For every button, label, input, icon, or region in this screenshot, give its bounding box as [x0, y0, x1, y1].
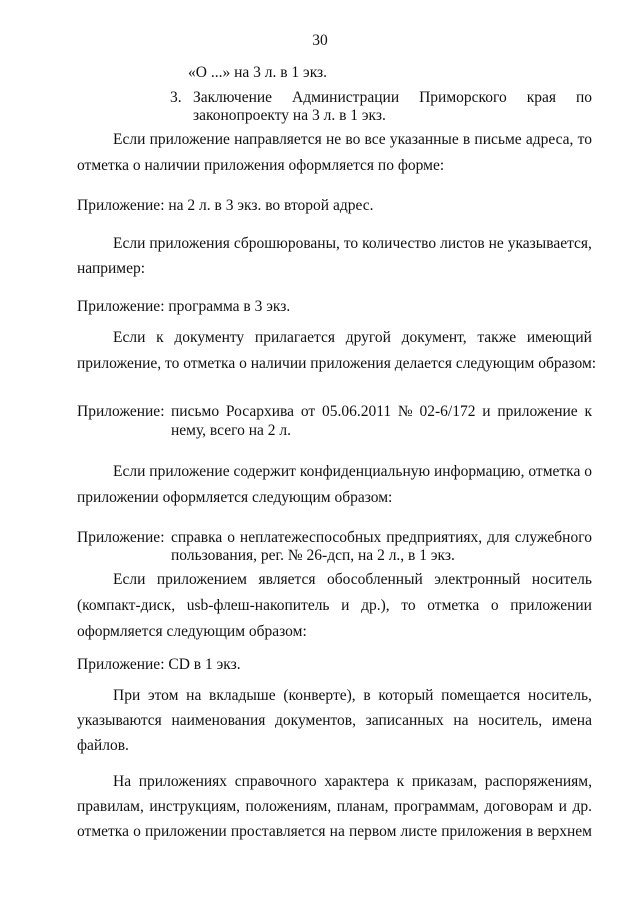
paragraph-line — [77, 822, 592, 842]
word: приложения — [441, 823, 522, 840]
list-item-3-number: 3. — [170, 89, 182, 106]
word: (компакт-диск, — [77, 597, 176, 614]
word: приложении — [510, 597, 592, 614]
word: справка — [171, 529, 223, 546]
attachment-example: Приложение: на 2 л. в 3 экз. во второй адрес. — [77, 197, 374, 214]
list-item-3-line: законопроекту на 3 л. в 1 экз. — [193, 107, 386, 124]
word: информацию, — [433, 463, 525, 480]
paragraph-line: приложение, то отметка о наличии приложения делается следующим образом: — [77, 355, 597, 372]
word: является — [258, 571, 316, 588]
paragraph-line — [77, 596, 592, 616]
word: документу — [174, 329, 245, 346]
paragraph-line — [77, 797, 592, 817]
word: по — [575, 89, 592, 106]
word: приложение — [497, 403, 578, 420]
paragraph-line: отметка о наличии приложения оформляется по форме: — [77, 157, 445, 174]
attachment-example: пользования, рег. № 26-дсп, на 2 л., в 1 экз. — [171, 547, 455, 564]
attachment-example: Приложение: CD в 1 экз. — [77, 656, 241, 673]
word: во — [345, 131, 361, 148]
word: к — [584, 403, 592, 420]
word: (конверте), — [283, 687, 356, 704]
word: служебного — [514, 529, 592, 546]
word: № — [397, 403, 413, 420]
word: листе — [400, 823, 438, 840]
word: о — [584, 463, 592, 480]
word: о — [490, 597, 499, 614]
paragraph-line: приложении оформляется следующим образом: — [77, 489, 393, 506]
word: usb-флеш-накопитель — [186, 597, 330, 614]
paragraph-line — [113, 570, 592, 590]
word: на — [186, 687, 202, 704]
word: и — [482, 403, 491, 420]
word: также — [477, 329, 517, 346]
word: предприятиях, — [386, 529, 483, 546]
word: Если — [113, 571, 146, 588]
word: 05.06.2011 — [321, 403, 392, 420]
word: записанных — [365, 712, 444, 729]
word: Росархива — [225, 403, 295, 420]
word: в — [462, 131, 471, 148]
word: отметка — [528, 463, 581, 480]
word: приложениях — [138, 773, 228, 790]
word: указанные — [389, 131, 459, 148]
paragraph-line — [113, 772, 592, 792]
word: который — [378, 687, 434, 704]
word: Приморского — [419, 89, 507, 106]
word: 02-6/172 — [419, 403, 476, 420]
word: Если — [113, 235, 146, 252]
word: указывается, — [507, 235, 592, 252]
word: носитель, — [527, 687, 592, 704]
word: не — [325, 131, 342, 148]
word: о — [227, 529, 235, 546]
word: планам, — [336, 798, 389, 815]
paragraph-line: например: — [77, 260, 146, 277]
word: в — [525, 823, 534, 840]
word: обособленный — [326, 571, 423, 588]
word: носитель — [531, 571, 592, 588]
word: для — [487, 529, 510, 546]
word: распоряжениям, — [484, 773, 592, 790]
word: на — [453, 712, 469, 729]
word: документ, — [401, 329, 467, 346]
word: в — [363, 687, 371, 704]
word: сброшюрованы, — [233, 235, 340, 252]
word: другой — [345, 329, 391, 346]
word: Заключение — [193, 89, 273, 106]
word: то — [401, 597, 416, 614]
word: количество — [362, 235, 437, 252]
word: первом — [348, 823, 397, 840]
word: то — [577, 131, 592, 148]
word: На — [113, 773, 132, 790]
word: отметка — [77, 823, 129, 840]
word: и — [341, 597, 350, 614]
word: отметка — [427, 597, 480, 614]
paragraph-line — [113, 234, 592, 254]
word: приложение — [149, 131, 230, 148]
word: содержит — [233, 463, 296, 480]
word: прилагается — [254, 329, 335, 346]
word: от — [300, 403, 316, 420]
word: правилам, — [77, 798, 144, 815]
word: края — [526, 89, 556, 106]
word: то — [343, 235, 359, 252]
word: все — [364, 131, 386, 148]
attachment-example: Приложение: программа в 3 экз. — [77, 298, 291, 315]
word: программам, — [394, 798, 479, 815]
word: др. — [572, 798, 592, 815]
word: неплатежеспособных — [239, 529, 382, 546]
word: Администрации — [292, 89, 400, 106]
word: При — [113, 687, 141, 704]
word: адреса, — [525, 131, 574, 148]
word: не — [488, 235, 504, 252]
word: и — [558, 798, 567, 815]
word: др.), — [361, 597, 390, 614]
word: Если — [113, 463, 146, 480]
word: электронный — [434, 571, 521, 588]
word: помещается — [441, 687, 521, 704]
attachment-example — [171, 402, 592, 422]
word: направляется — [234, 131, 322, 148]
word: справочного — [234, 773, 317, 790]
word: приказам, — [411, 773, 478, 790]
paragraph-line — [113, 328, 592, 348]
word: договорам — [484, 798, 554, 815]
word: конфиденциальную — [299, 463, 431, 480]
attachment-label: Приложение: — [77, 403, 165, 420]
word: к — [156, 329, 164, 346]
paragraph-line — [113, 462, 592, 482]
word: характера — [324, 773, 389, 790]
paragraph-line: оформляется следующим образом: — [77, 623, 307, 640]
list-item-3-line — [193, 88, 592, 108]
word: вкладыше — [209, 687, 276, 704]
word: носитель, — [478, 712, 543, 729]
word: имена — [551, 712, 592, 729]
word: проставляется — [230, 823, 326, 840]
paragraph-line: файлов. — [77, 737, 129, 754]
attachment-example: нему, всего на 2 л. — [171, 422, 291, 439]
word: о — [133, 823, 141, 840]
paragraph-line — [77, 711, 592, 731]
word: Если — [113, 131, 146, 148]
word: приложением — [156, 571, 247, 588]
word: инструкциям, — [149, 798, 241, 815]
word: наименования — [171, 712, 266, 729]
word: Если — [113, 329, 146, 346]
page-number: 30 — [312, 32, 328, 49]
word: приложении — [144, 823, 227, 840]
attachment-label: Приложение: — [77, 529, 165, 546]
word: письме — [474, 131, 522, 148]
attachment-example — [171, 528, 592, 548]
word: этом — [147, 687, 179, 704]
word: документов, — [275, 712, 357, 729]
paragraph-line — [113, 130, 592, 150]
word: на — [329, 823, 345, 840]
word: листов — [440, 235, 485, 252]
paragraph-line — [113, 686, 592, 706]
word: к — [396, 773, 405, 790]
word: указываются — [77, 712, 162, 729]
list-item-2-continuation: «О ...» на 3 л. в 1 экз. — [188, 64, 328, 81]
word: приложение — [149, 463, 230, 480]
word: верхнем — [537, 823, 592, 840]
word: письмо — [171, 403, 220, 420]
word: положениям, — [245, 798, 332, 815]
word: имеющий — [526, 329, 592, 346]
word: приложения — [149, 235, 230, 252]
